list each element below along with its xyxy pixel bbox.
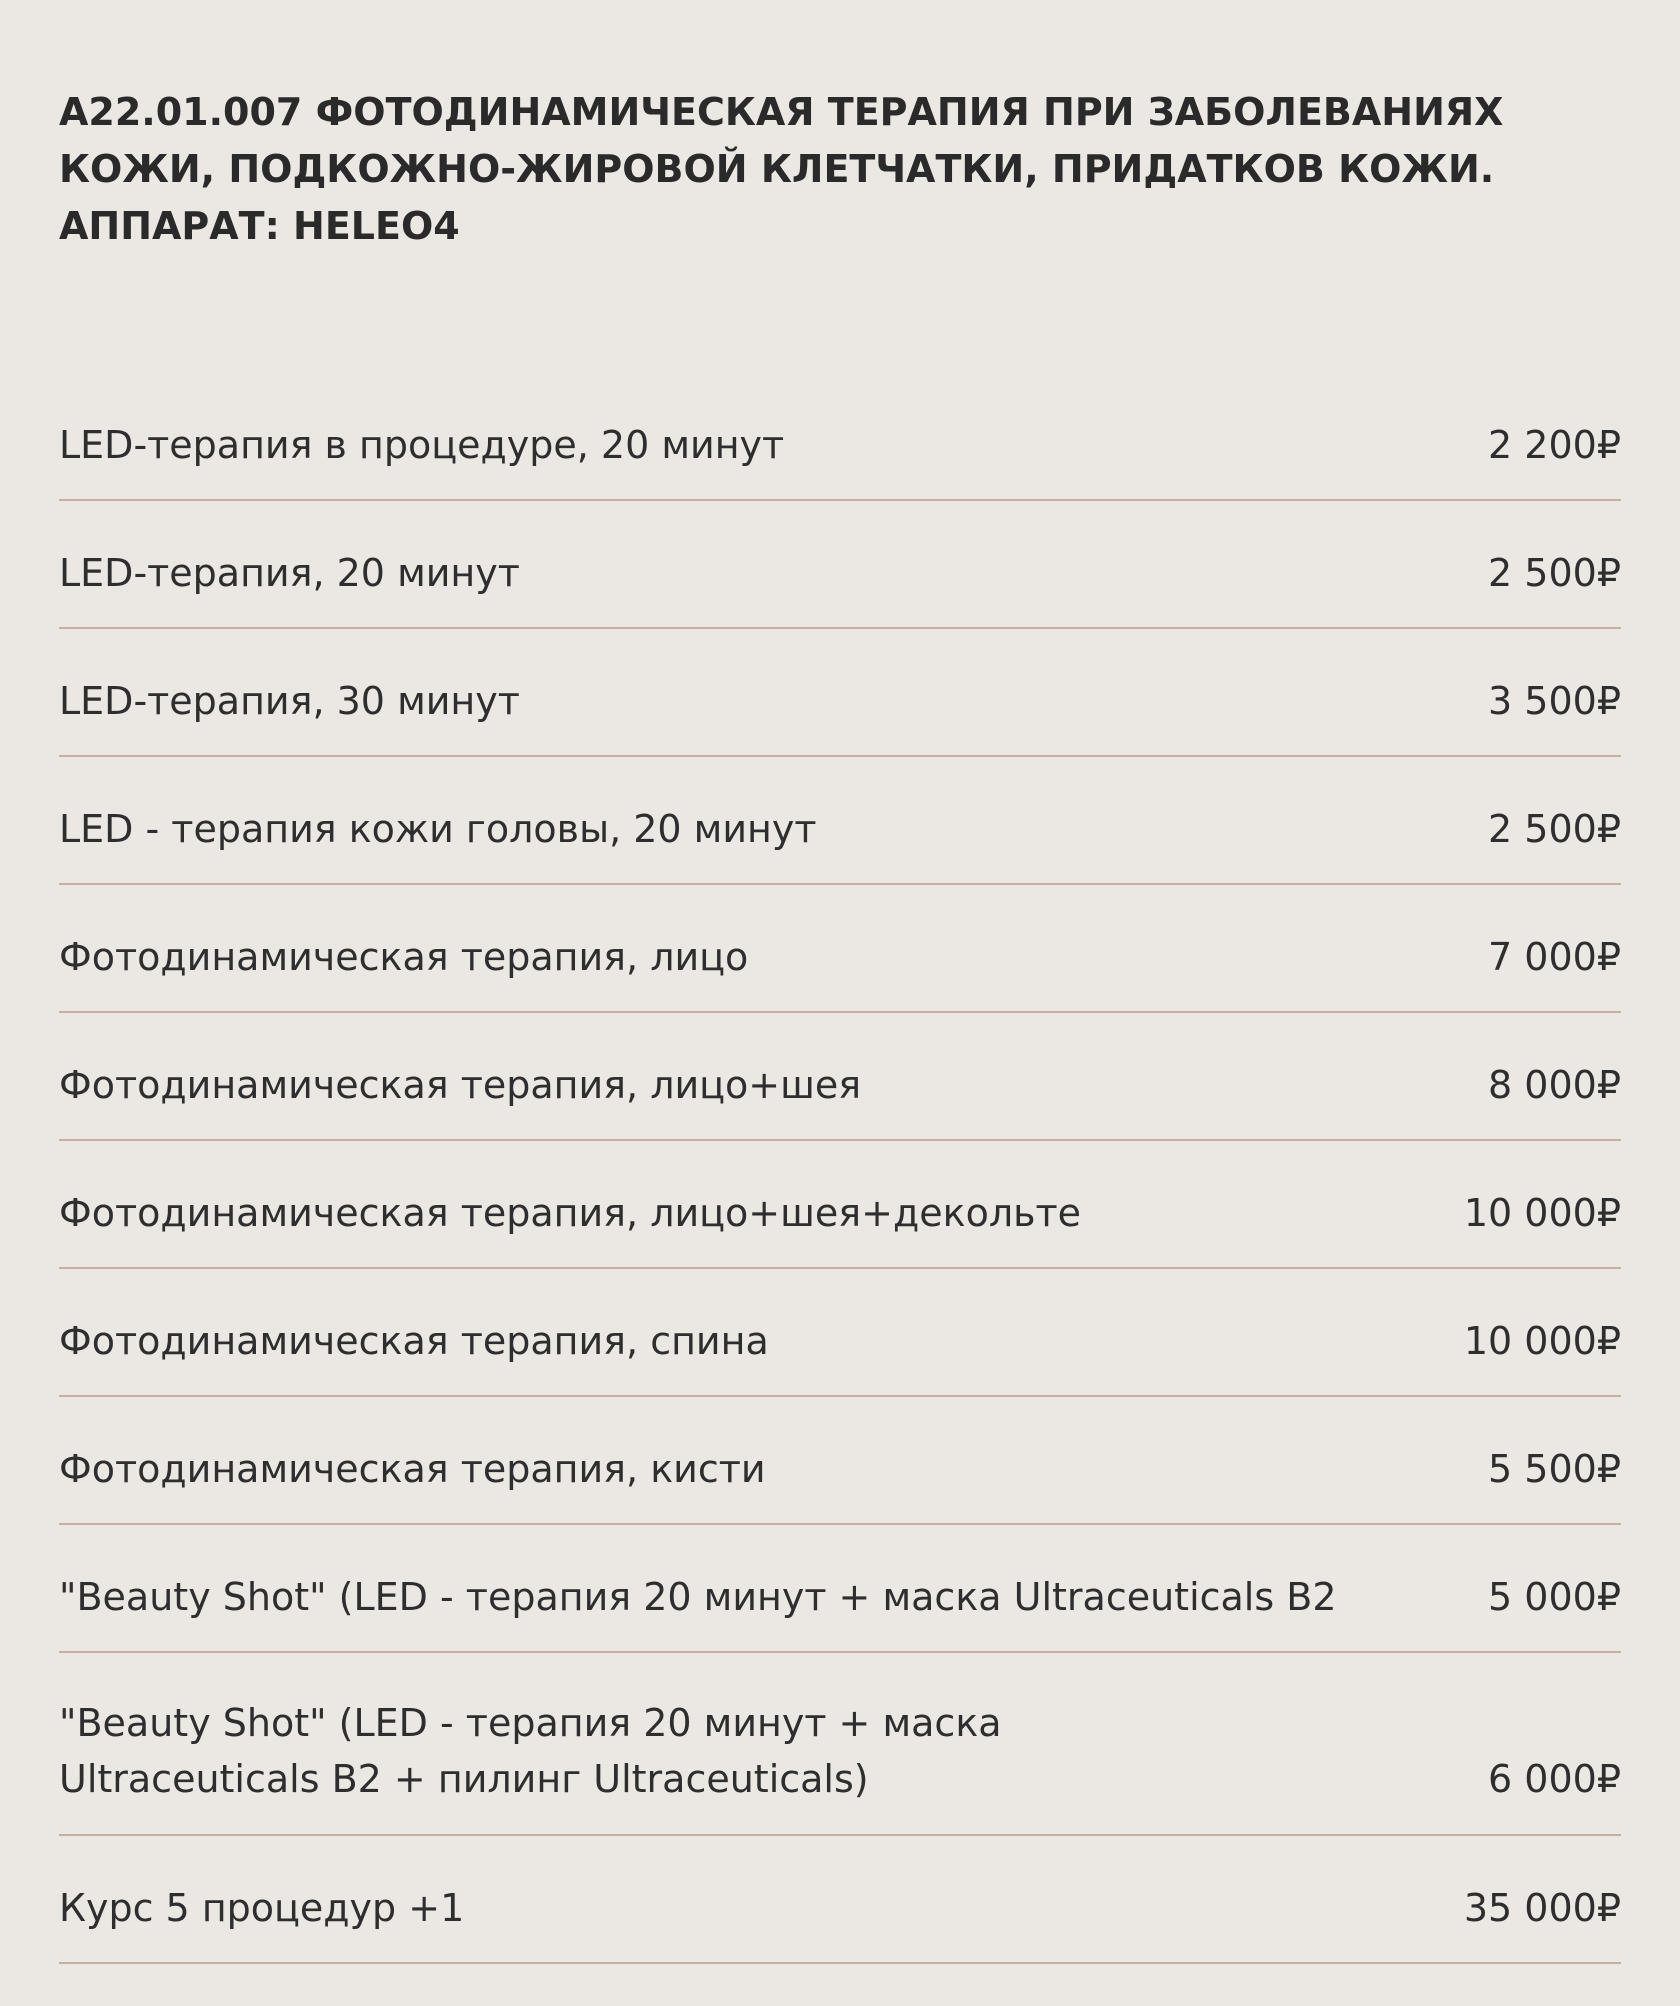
service-name [59, 545, 520, 601]
price-row [59, 1525, 1621, 1653]
service-name-line: LED-терапия, 30 минут [59, 679, 520, 723]
service-price: 10 000₽ [1463, 1191, 1621, 1235]
price-row [59, 885, 1621, 1013]
service-name-line: Ultraceuticals B2 + пилинг Ultraceuticals) [59, 1757, 869, 1801]
service-price: 5 500₽ [1488, 1447, 1621, 1491]
price-row [59, 1653, 1621, 1836]
page-title-line: A22.01.007 ФОТОДИНАМИЧЕСКАЯ ТЕРАПИЯ ПРИ ЗАБОЛЕВАНИЯХ [59, 90, 1504, 134]
service-name-line: "Beauty Shot" (LED - терапия 20 минут + маска Ultraceuticals B2 [59, 1575, 1337, 1619]
service-name [59, 417, 784, 473]
service-name-line: "Beauty Shot" (LED - терапия 20 минут + маска [59, 1701, 1002, 1745]
service-price: 7 000₽ [1488, 935, 1621, 979]
service-name [59, 929, 748, 985]
service-price: 8 000₽ [1488, 1063, 1621, 1107]
service-price: 35 000₽ [1463, 1886, 1621, 1930]
service-name-line: Фотодинамическая терапия, лицо+шея [59, 1063, 862, 1107]
service-name [59, 1313, 769, 1369]
page-title-line: КОЖИ, ПОДКОЖНО-ЖИРОВОЙ КЛЕТЧАТКИ, ПРИДАТКОВ КОЖИ. [59, 147, 1495, 191]
service-name [59, 1441, 766, 1497]
service-name-line: Фотодинамическая терапия, спина [59, 1319, 769, 1363]
service-name-line: LED - терапия кожи головы, 20 минут [59, 807, 817, 851]
service-name [59, 1569, 1337, 1625]
service-name-line: LED-терапия в процедуре, 20 минут [59, 423, 785, 467]
price-row [59, 1141, 1621, 1269]
page-title [59, 84, 1621, 255]
service-name-line: Фотодинамическая терапия, лицо [59, 935, 749, 979]
service-price: 2 500₽ [1488, 551, 1621, 595]
service-name-line: Фотодинамическая терапия, кисти [59, 1447, 766, 1491]
price-row [59, 629, 1621, 757]
service-price: 5 000₽ [1488, 1575, 1621, 1619]
price-row [59, 1013, 1621, 1141]
price-row [59, 1836, 1621, 1964]
service-name-line: Курс 5 процедур +1 [59, 1886, 465, 1930]
service-name [59, 801, 817, 857]
service-price: 10 000₽ [1463, 1319, 1621, 1363]
price-row [59, 757, 1621, 885]
price-row [59, 1397, 1621, 1525]
price-row [59, 1269, 1621, 1397]
service-price: 2 200₽ [1488, 423, 1621, 467]
service-price: 2 500₽ [1488, 807, 1621, 851]
price-list [59, 387, 1621, 1964]
price-row [59, 387, 1621, 501]
service-name [59, 1880, 464, 1936]
service-name [59, 1185, 1081, 1241]
service-name-line: LED-терапия, 20 минут [59, 551, 520, 595]
service-price: 3 500₽ [1488, 679, 1621, 723]
service-name-line: Фотодинамическая терапия, лицо+шея+декольте [59, 1191, 1082, 1235]
page-title-line: АППАРАТ: HELEO4 [59, 204, 460, 248]
service-name [59, 1057, 861, 1113]
service-name [59, 1695, 1002, 1807]
price-row [59, 501, 1621, 629]
service-price: 6 000₽ [1488, 1757, 1621, 1801]
service-name [59, 673, 520, 729]
